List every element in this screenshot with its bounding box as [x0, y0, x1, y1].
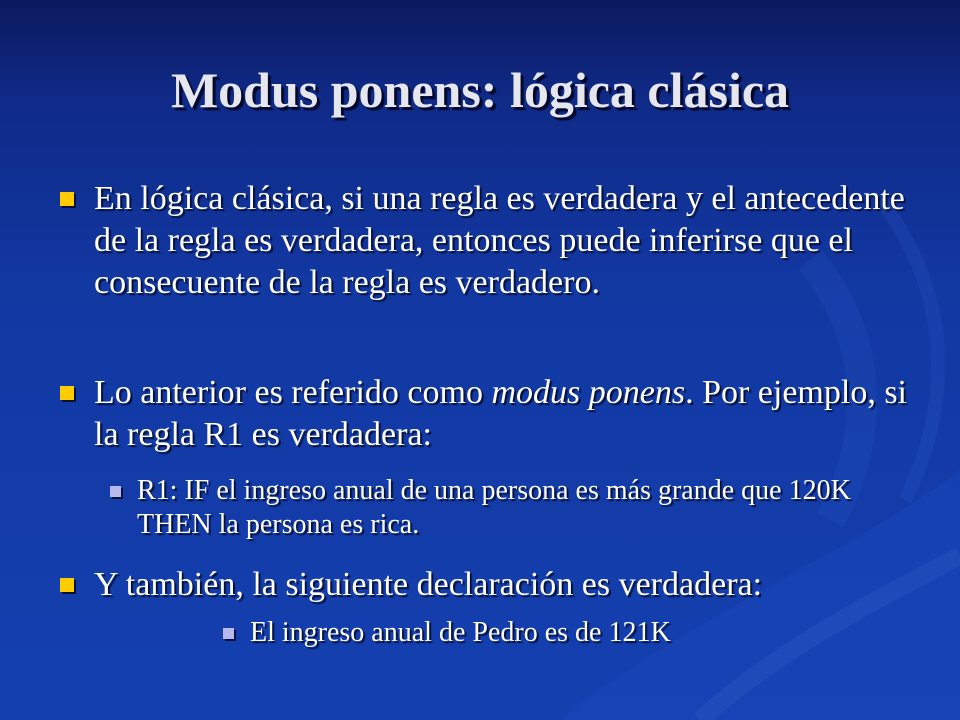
bullet-item-1: [94, 178, 914, 304]
square-bullet-icon: [60, 578, 74, 592]
bullet-item-2-italic-term: modus ponens: [491, 374, 686, 411]
square-sub-bullet-icon: [223, 628, 234, 639]
bullet-item-3-text: Y también, la siguiente declaración es verdadera:: [94, 566, 763, 603]
bullet-item-2: [94, 372, 914, 456]
square-bullet-icon: [60, 386, 74, 400]
bullet-item-2-text: [94, 372, 914, 456]
slide-title: Modus ponens: lógica clásica: [170, 62, 790, 118]
sub-bullet-item-r1: [137, 474, 927, 542]
bullet-item-1-text: En lógica clásica, si una regla es verdadera y el antecedente de la regla es verdadera, entonces puede inferirse que el consecuente de la regla es verdadero.: [94, 180, 905, 301]
bullet-item-3: [94, 564, 944, 606]
square-sub-bullet-icon: [110, 486, 121, 497]
sub-bullet-item-r1-text: R1: IF el ingreso anual de una persona es más grande que 120K THEN la persona es rica.: [137, 475, 851, 540]
square-bullet-icon: [60, 192, 74, 206]
bullet-item-2-text-end: . Por ejemplo, si la regla R1 es verdadera:: [94, 374, 907, 453]
sub-bullet-item-pedro-text: El ingreso anual de Pedro es de 121K: [250, 617, 671, 648]
sub-bullet-item-pedro: [250, 616, 910, 650]
bullet-item-2-text-start: Lo anterior es referido como: [94, 374, 492, 411]
